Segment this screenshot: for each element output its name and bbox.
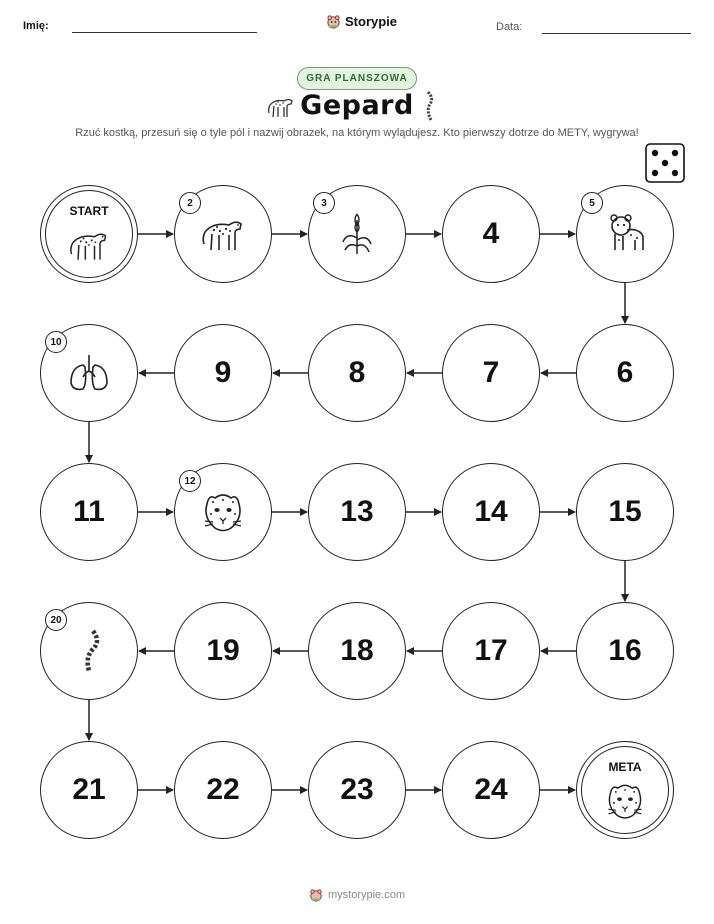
space-number-badge: 5 [581, 192, 603, 214]
space-number: 24 [474, 773, 508, 806]
board-space-5[interactable] [576, 185, 674, 283]
space-number: 14 [474, 495, 508, 528]
board-space-18[interactable] [308, 602, 406, 700]
board-space-11[interactable] [40, 463, 138, 561]
game-type-tag: GRA PLANSZOWA [297, 67, 417, 90]
grass-icon [333, 210, 381, 258]
date-label: Data: [496, 21, 523, 33]
finish-space[interactable] [576, 741, 674, 839]
space-number: 4 [482, 217, 500, 250]
space-number: 7 [482, 356, 500, 389]
space-number: 6 [616, 356, 634, 389]
space-number: 18 [340, 634, 374, 667]
space-number: 19 [206, 634, 240, 667]
space-number: 9 [214, 356, 232, 389]
board-space-9[interactable] [174, 324, 272, 422]
board-space-20[interactable] [40, 602, 138, 700]
board-space-7[interactable] [442, 324, 540, 422]
finish-label: META [608, 760, 642, 774]
cheetah-face-icon [199, 488, 247, 536]
board-space-22[interactable] [174, 741, 272, 839]
start-space[interactable] [40, 185, 138, 283]
footer-site[interactable]: mystorypie.com [327, 889, 406, 901]
space-number: 13 [340, 495, 374, 528]
board-space-12[interactable] [174, 463, 272, 561]
storypie-logo-icon [309, 888, 323, 902]
board-space-4[interactable] [442, 185, 540, 283]
board-space-16[interactable] [576, 602, 674, 700]
board-space-2[interactable] [174, 185, 272, 283]
board-space-23[interactable] [308, 741, 406, 839]
start-label: START [69, 204, 109, 218]
spine-icon [65, 627, 113, 675]
cheetah-icon [199, 210, 247, 258]
footer [0, 888, 714, 902]
space-number: 11 [73, 495, 105, 528]
board-space-24[interactable] [442, 741, 540, 839]
name-label: Imię: [23, 20, 49, 32]
board-space-10[interactable] [40, 324, 138, 422]
board-space-15[interactable] [576, 463, 674, 561]
board-space-3[interactable] [308, 185, 406, 283]
space-number-badge: 3 [313, 192, 335, 214]
space-number-badge: 12 [179, 470, 201, 492]
space-number-badge: 2 [179, 192, 201, 214]
instructions: Rzuć kostką, przesuń się o tyle pól i nazwij obrazek, na którym wylądujesz. Kto pierwszy dotrze do METY, wygrywa! [75, 127, 639, 139]
space-number: 16 [608, 634, 642, 667]
space-number-badge: 20 [45, 609, 67, 631]
space-number-badge: 10 [45, 331, 67, 353]
space-number: 23 [340, 773, 374, 806]
board-space-8[interactable] [308, 324, 406, 422]
brand-name: Storypie [345, 14, 398, 29]
space-number: 8 [348, 356, 366, 389]
board-space-17[interactable] [442, 602, 540, 700]
board-space-13[interactable] [308, 463, 406, 561]
space-number: 17 [474, 634, 508, 667]
board-space-21[interactable] [40, 741, 138, 839]
board-space-6[interactable] [576, 324, 674, 422]
space-number: 21 [72, 773, 106, 806]
cub-icon [601, 210, 649, 258]
space-number: 15 [608, 495, 642, 528]
space-number: 22 [206, 773, 240, 806]
lungs-icon [65, 349, 113, 397]
board-space-14[interactable] [442, 463, 540, 561]
board-space-19[interactable] [174, 602, 272, 700]
game-title: Gepard [300, 90, 414, 121]
